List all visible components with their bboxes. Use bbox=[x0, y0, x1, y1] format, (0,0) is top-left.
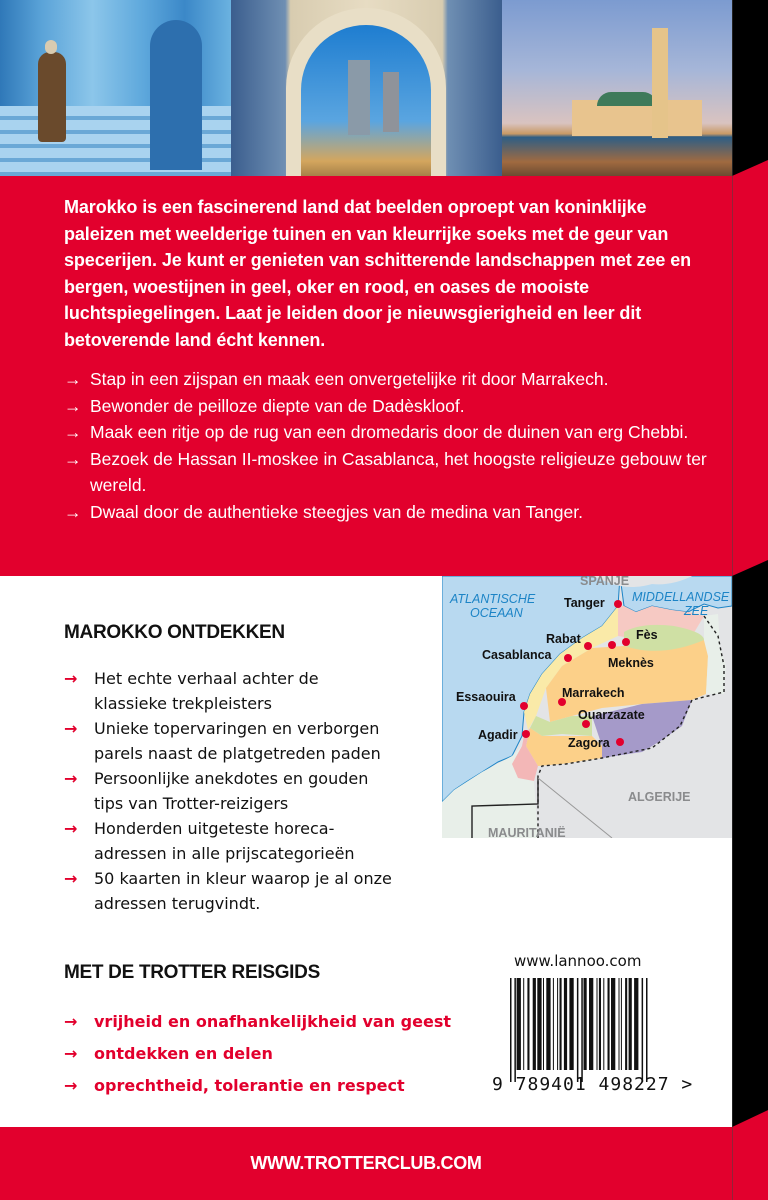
list-item bbox=[64, 446, 714, 499]
barcode-bar bbox=[537, 978, 541, 1070]
arrow-right-icon: → bbox=[64, 422, 82, 442]
barcode-guard-bar bbox=[577, 978, 579, 1082]
photo-hassan-ii-mosque bbox=[502, 0, 732, 176]
barcode-bar bbox=[557, 978, 558, 1070]
city-dot-casablanca bbox=[564, 654, 572, 662]
barcode-guard-bar bbox=[514, 978, 516, 1082]
barcode-bar bbox=[584, 978, 587, 1070]
city-dot-fes bbox=[622, 638, 630, 646]
list-item-text: Maak een ritje op de rug van een dromedaris door de duinen van erg Chebbi. bbox=[90, 422, 689, 442]
city-dot-meknes bbox=[608, 641, 616, 649]
barcode-bar bbox=[560, 978, 562, 1070]
map-label-meknes: Meknès bbox=[608, 656, 654, 670]
list-item-text: Stap in een zijspan en maak een onvergetelijke rit door Marrakech. bbox=[90, 369, 609, 389]
map-label-mauritania: MAURITANIË bbox=[488, 826, 566, 838]
map-label-marrakech: Marrakech bbox=[562, 686, 625, 700]
map-label-zagora: Zagora bbox=[568, 736, 610, 750]
arrow-right-icon: → bbox=[64, 501, 82, 522]
list-item bbox=[64, 499, 714, 526]
list-item-text: Unieke topervaringen en verborgen parels naast de platgetreden paden bbox=[94, 719, 381, 763]
map-label-algeria: ALGERIJE bbox=[628, 790, 691, 804]
city-dot-agadir bbox=[522, 730, 530, 738]
city-dot-zagora bbox=[616, 738, 624, 746]
list-item bbox=[64, 716, 394, 766]
footer-bar bbox=[0, 1127, 732, 1200]
map-label-casablanca: Casablanca bbox=[482, 648, 552, 662]
map-label-rabat: Rabat bbox=[546, 632, 581, 646]
barcode-bar bbox=[611, 978, 615, 1070]
trotter-list bbox=[64, 1006, 464, 1102]
barcode-bar bbox=[597, 978, 598, 1070]
city-dot-rabat bbox=[584, 642, 592, 650]
barcode-bar bbox=[533, 978, 536, 1070]
map-label-tanger: Tanger bbox=[564, 596, 605, 610]
arrow-right-icon: → bbox=[64, 819, 78, 838]
photo-dome-shape bbox=[597, 92, 657, 106]
list-item-text: oprechtheid, tolerantie en respect bbox=[94, 1076, 405, 1095]
photo-door-shape bbox=[150, 20, 202, 170]
discover-heading: MAROKKO ONTDEKKEN bbox=[64, 622, 285, 643]
barcode-bar bbox=[619, 978, 620, 1070]
barcode-guard-bar bbox=[581, 978, 583, 1082]
map-label-mediterranean: MIDDELLANDSE ZEE bbox=[632, 590, 730, 618]
intro-paragraph: Marokko is een fascinerend land dat beelden oproept van koninklijke paleizen met weelderige tuinen en van kleurrijke soeks met de geur van specerijen. Je kunt er genieten van schitterende landschappen met zee en bergen, woestijnen in geel, oker en rood, en oases de mooiste luchtspiegelingen. Laat je leiden door je nieuwsgierigheid en leer dit betoverende land écht kennen. bbox=[64, 197, 692, 350]
arrow-right-icon: → bbox=[64, 1076, 78, 1095]
arrow-right-icon: → bbox=[64, 669, 78, 688]
list-item bbox=[64, 1038, 464, 1070]
discover-list bbox=[64, 666, 394, 916]
map-label-spain: SPANJE bbox=[580, 576, 630, 588]
arrow-right-icon: → bbox=[64, 719, 78, 738]
barcode-bar bbox=[603, 978, 604, 1070]
barcode-bar bbox=[527, 978, 529, 1070]
arrow-right-icon: → bbox=[64, 448, 82, 469]
barcode-bar bbox=[564, 978, 567, 1070]
list-item-text: ontdekken en delen bbox=[94, 1044, 273, 1063]
intro-panel bbox=[0, 176, 732, 576]
photo-man-shape bbox=[38, 52, 66, 142]
list-item-text: Persoonlijke anekdotes en gouden tips van Trotter-reizigers bbox=[94, 769, 369, 813]
list-item bbox=[64, 366, 714, 393]
list-item bbox=[64, 393, 714, 420]
list-item-text: Bewonder de peilloze diepte van de Dadèskloof. bbox=[90, 395, 465, 416]
photo-chefchaouen bbox=[0, 0, 231, 176]
list-item bbox=[64, 766, 394, 816]
publisher-url: www.lannoo.com bbox=[514, 952, 642, 970]
barcode-bar bbox=[569, 978, 573, 1070]
book-spine-edge bbox=[732, 0, 768, 1200]
barcode-bar bbox=[553, 978, 554, 1070]
barcode-guard-bar bbox=[646, 978, 648, 1082]
barcode-bar bbox=[546, 978, 550, 1070]
list-item bbox=[64, 419, 714, 446]
highlights-list bbox=[64, 366, 714, 525]
barcode-guard-bar bbox=[510, 978, 512, 1082]
isbn-number: 9 789401 498227 > bbox=[492, 1074, 694, 1095]
barcode-bar bbox=[629, 978, 632, 1070]
map-label-essaouira: Essaouira bbox=[456, 690, 516, 704]
map-label-fes: Fès bbox=[636, 628, 658, 642]
barcode-bar bbox=[634, 978, 638, 1070]
trotter-heading: MET DE TROTTER REISGIDS bbox=[64, 962, 320, 983]
spine-black-mid bbox=[732, 560, 768, 1127]
photo-fes-gate bbox=[231, 0, 502, 176]
map-label-agadir: Agadir bbox=[478, 728, 518, 742]
map-label-atlantic: ATLANTISCHE OCEAAN bbox=[450, 592, 536, 620]
morocco-map bbox=[442, 576, 732, 838]
barcode-bar bbox=[523, 978, 524, 1070]
arrow-right-icon: → bbox=[64, 1044, 78, 1063]
arrow-right-icon: → bbox=[64, 769, 78, 788]
photo-strip bbox=[0, 0, 732, 176]
barcode-bar bbox=[599, 978, 601, 1070]
arrow-right-icon: → bbox=[64, 1012, 78, 1031]
list-item-text: Het echte verhaal achter de klassieke trekpleisters bbox=[94, 669, 319, 713]
list-item bbox=[64, 1006, 464, 1038]
list-item-text: Dwaal door de authentieke steegjes van de medina van Tanger. bbox=[90, 501, 583, 522]
list-item-text: Honderden uitgeteste horeca-adressen in alle prijscategorieën bbox=[94, 819, 355, 863]
arrow-right-icon: → bbox=[64, 369, 82, 389]
arrow-right-icon: → bbox=[64, 869, 78, 888]
barcode-bar bbox=[517, 978, 521, 1070]
photo-man-head-shape bbox=[45, 40, 57, 54]
city-dot-essaouira bbox=[520, 702, 528, 710]
city-dot-tanger bbox=[614, 600, 622, 608]
photo-minaret-shape bbox=[652, 28, 668, 138]
barcode-bar bbox=[543, 978, 544, 1070]
list-item bbox=[64, 666, 394, 716]
list-item-text: Bezoek de Hassan II-moskee in Casablanca, het hoogste religieuze gebouw ter wereld. bbox=[90, 448, 707, 495]
barcode-bar bbox=[589, 978, 593, 1070]
map-label-ouarzazate: Ouarzazate bbox=[578, 708, 645, 722]
trotterclub-url: WWW.TROTTERCLUB.COM bbox=[250, 1153, 482, 1173]
barcode-bar bbox=[608, 978, 610, 1070]
list-item bbox=[64, 816, 394, 866]
barcode-bar bbox=[625, 978, 627, 1070]
photo-minaret-shape bbox=[348, 60, 370, 135]
list-item bbox=[64, 866, 394, 916]
arrow-right-icon: → bbox=[64, 395, 82, 416]
photo-minaret-shape bbox=[383, 72, 399, 132]
isbn-barcode bbox=[508, 978, 678, 1088]
list-item-text: vrijheid en onafhankelijkheid van geest bbox=[94, 1012, 451, 1031]
list-item bbox=[64, 1070, 464, 1102]
barcode-bar bbox=[621, 978, 622, 1070]
list-item-text: 50 kaarten in kleur waarop je al onze adressen terugvindt. bbox=[94, 869, 392, 913]
barcode-guard-bar bbox=[642, 978, 644, 1082]
spine-graphic bbox=[732, 0, 768, 1200]
